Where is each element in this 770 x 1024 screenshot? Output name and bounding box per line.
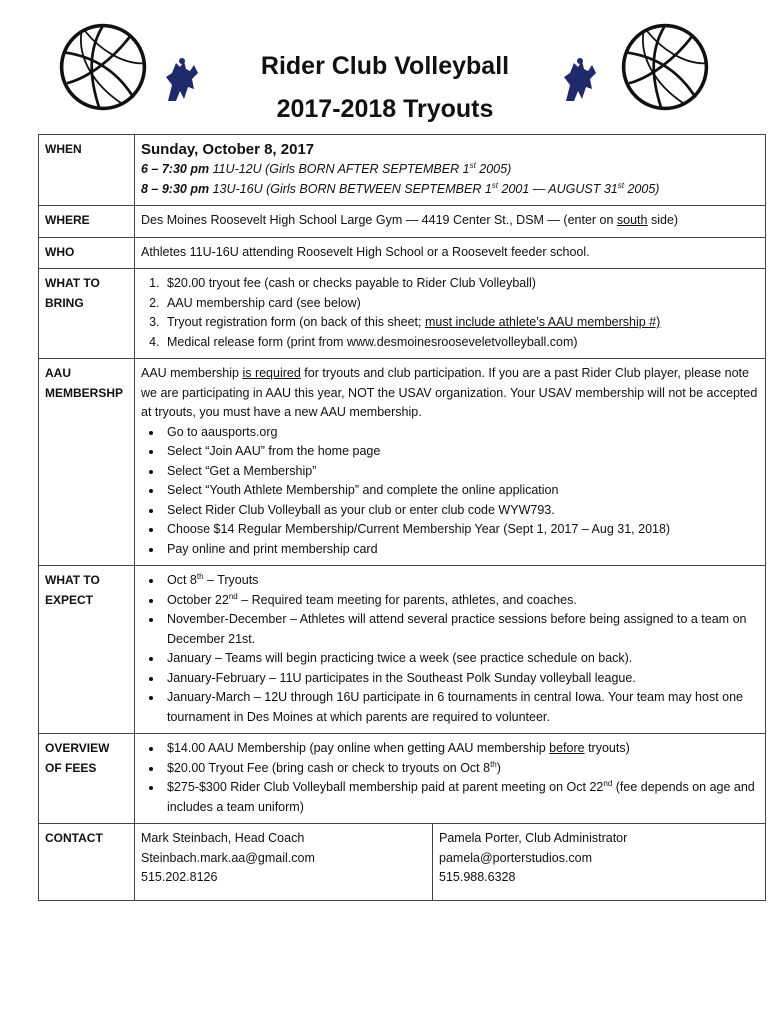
label-fees: OVERVIEW OF FEES: [39, 734, 135, 824]
row-fees: [39, 734, 766, 824]
list-item: • October 22nd – Required team meeting for parents, athletes, and coaches.: [163, 591, 759, 611]
row-who: [39, 237, 766, 269]
list-item: 1. $20.00 tryout fee (cash or checks payable to Rider Club Volleyball): [163, 274, 759, 294]
admin-name: Pamela Porter, Club Administrator: [439, 831, 628, 845]
volleyball-icon: [620, 22, 710, 112]
horse-rider-logo: [558, 55, 600, 105]
bring-content: [135, 269, 766, 359]
when-content: [135, 135, 766, 206]
list-item: • Go to aausports.org: [163, 423, 759, 443]
label-aau: AAU MEMBERSHP: [39, 359, 135, 566]
aau-intro: AAU membership is required for tryouts and club participation. If you are a past Rider Club player, please note we are participating in AAU this year, NOT the USAV organization. Your USAV membership will not be accepted at tryouts, you must have a new AAU membership.: [141, 366, 758, 419]
aau-steps: [141, 423, 759, 560]
row-where: [39, 206, 766, 238]
time-slot-1: 6 – 7:30 pm 11U-12U (Girls BORN AFTER SEPTEMBER 1st 2005): [141, 160, 512, 176]
row-when: [39, 135, 766, 206]
list-item: • January – Teams will begin practicing twice a week (see practice schedule on back).: [163, 649, 759, 669]
fees-content: [135, 734, 766, 824]
list-item: • Oct 8th – Tryouts: [163, 571, 759, 591]
coach-phone: 515.202.8126: [141, 870, 218, 884]
label-contact: CONTACT: [39, 824, 135, 901]
list-item: • Select “Get a Membership”: [163, 462, 759, 482]
coach-name: Mark Steinbach, Head Coach: [141, 831, 305, 845]
aau-content: [135, 359, 766, 566]
who-content: Athletes 11U-16U attending Roosevelt High School or a Roosevelt feeder school.: [135, 237, 766, 269]
list-item: • $20.00 Tryout Fee (bring cash or check to tryouts on Oct 8th): [163, 759, 759, 779]
time-slot-2: 8 – 9:30 pm 13U-16U (Girls BORN BETWEEN SEPTEMBER 1st 2001 — AUGUST 31st 2005): [141, 180, 660, 196]
expect-content: [135, 566, 766, 734]
list-item: • Pay online and print membership card: [163, 540, 759, 560]
admin-email[interactable]: pamela@porterstudios.com: [439, 850, 593, 865]
bring-list: [141, 274, 759, 352]
fees-list: [141, 739, 759, 817]
list-item: • January-March – 12U through 16U participate in 6 tournaments in central Iowa. Your team may host one tournament in Des Moines at which parents are required to volunteer.: [163, 688, 759, 727]
list-item: 4. Medical release form (print from www.desmoinesrooseveletvolleyball.com): [163, 333, 759, 353]
coach-email[interactable]: Steinbach.mark.aa@gmail.com: [141, 850, 315, 865]
label-expect: WHAT TO EXPECT: [39, 566, 135, 734]
contact-coach: [135, 824, 433, 901]
info-table: [38, 134, 766, 901]
row-bring: [39, 269, 766, 359]
page-title: Rider Club Volleyball: [260, 52, 510, 80]
label-who: WHO: [39, 237, 135, 269]
list-item: • Select Rider Club Volleyball as your club or enter club code WYW793.: [163, 501, 759, 521]
list-item: • Choose $14 Regular Membership/Current Membership Year (Sept 1, 2017 – Aug 31, 2018): [163, 520, 759, 540]
list-item: • $275-$300 Rider Club Volleyball membership paid at parent meeting on Oct 22nd (fee depends on age and includes a team uniform): [163, 778, 759, 817]
label-when: WHEN: [39, 135, 135, 206]
list-item: • Select “Join AAU” from the home page: [163, 442, 759, 462]
label-bring: WHAT TO BRING: [39, 269, 135, 359]
row-contact: [39, 824, 766, 901]
admin-phone: 515.988.6328: [439, 870, 516, 884]
list-item: • Select “Youth Athlete Membership” and complete the online application: [163, 481, 759, 501]
list-item: • $14.00 AAU Membership (pay online when getting AAU membership before tryouts): [163, 739, 759, 759]
list-item: 2. AAU membership card (see below): [163, 294, 759, 314]
row-aau: [39, 359, 766, 566]
tryout-date: Sunday, October 8, 2017: [141, 141, 315, 158]
list-item: • November-December – Athletes will attend several practice sessions before being assigned to a team on December 21st.: [163, 610, 759, 649]
list-item: 3. Tryout registration form (on back of this sheet; must include athlete’s AAU membership #): [163, 313, 759, 333]
list-item: • January-February – 11U participates in the Southeast Polk Sunday volleyball league.: [163, 669, 759, 689]
header: [0, 0, 770, 135]
contact-admin: [433, 824, 766, 901]
where-content: Des Moines Roosevelt High School Large Gym — 4419 Center St., DSM — (enter on south side): [135, 206, 766, 238]
expect-list: [141, 571, 759, 727]
label-where: WHERE: [39, 206, 135, 238]
page-subtitle: 2017-2018 Tryouts: [276, 95, 494, 123]
row-expect: [39, 566, 766, 734]
